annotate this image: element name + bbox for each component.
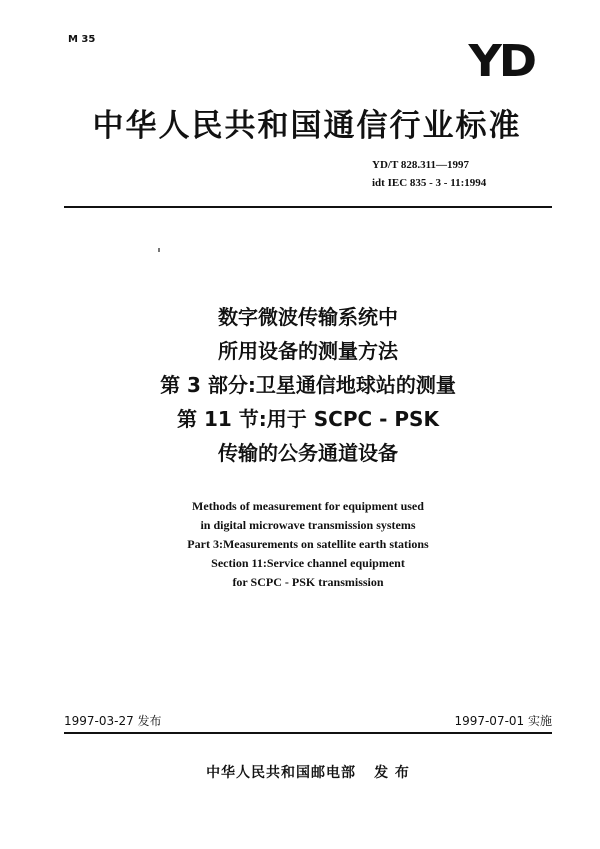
chinese-title-line: 数字微波传输系统中 — [218, 305, 398, 329]
standard-category-title: 中华人民共和国通信行业标准 — [92, 108, 522, 144]
english-title-line: Part 3:Measurements on satellite earth stations — [187, 537, 429, 551]
implementation-date: 1997-07-01 实施 — [454, 714, 552, 728]
english-title-line: Methods of measurement for equipment used — [192, 499, 424, 513]
publisher-name: 中华人民共和国邮电部 — [206, 765, 357, 781]
publisher-line — [64, 762, 552, 782]
issue-date: 1997-03-27 发布 — [64, 714, 162, 728]
chinese-title — [64, 300, 552, 470]
standard-number: YD/T 828.311—1997 — [372, 159, 469, 171]
publish-verb: 发 布 — [374, 765, 410, 781]
english-title-line: Section 11:Service channel equipment — [211, 556, 405, 570]
standard-codes — [372, 156, 486, 192]
scan-speck — [158, 248, 160, 252]
equivalent-standard: idt IEC 835 - 3 - 11:1994 — [372, 177, 487, 189]
top-divider — [64, 206, 552, 208]
english-title-line: for SCPC - PSK transmission — [232, 575, 384, 589]
english-title-line: in digital microwave transmission systems — [200, 518, 416, 532]
yd-logo: YD — [468, 36, 534, 87]
chinese-title-line: 传输的公务通道设备 — [218, 441, 398, 465]
classification-code: M 35 — [68, 34, 96, 45]
chinese-title-line: 第 11 节:用于 SCPC - PSK — [177, 407, 439, 431]
bottom-divider — [64, 732, 552, 734]
chinese-title-line: 第 3 部分:卫星通信地球站的测量 — [160, 373, 456, 397]
english-title — [64, 497, 552, 592]
chinese-title-line: 所用设备的测量方法 — [218, 339, 398, 363]
